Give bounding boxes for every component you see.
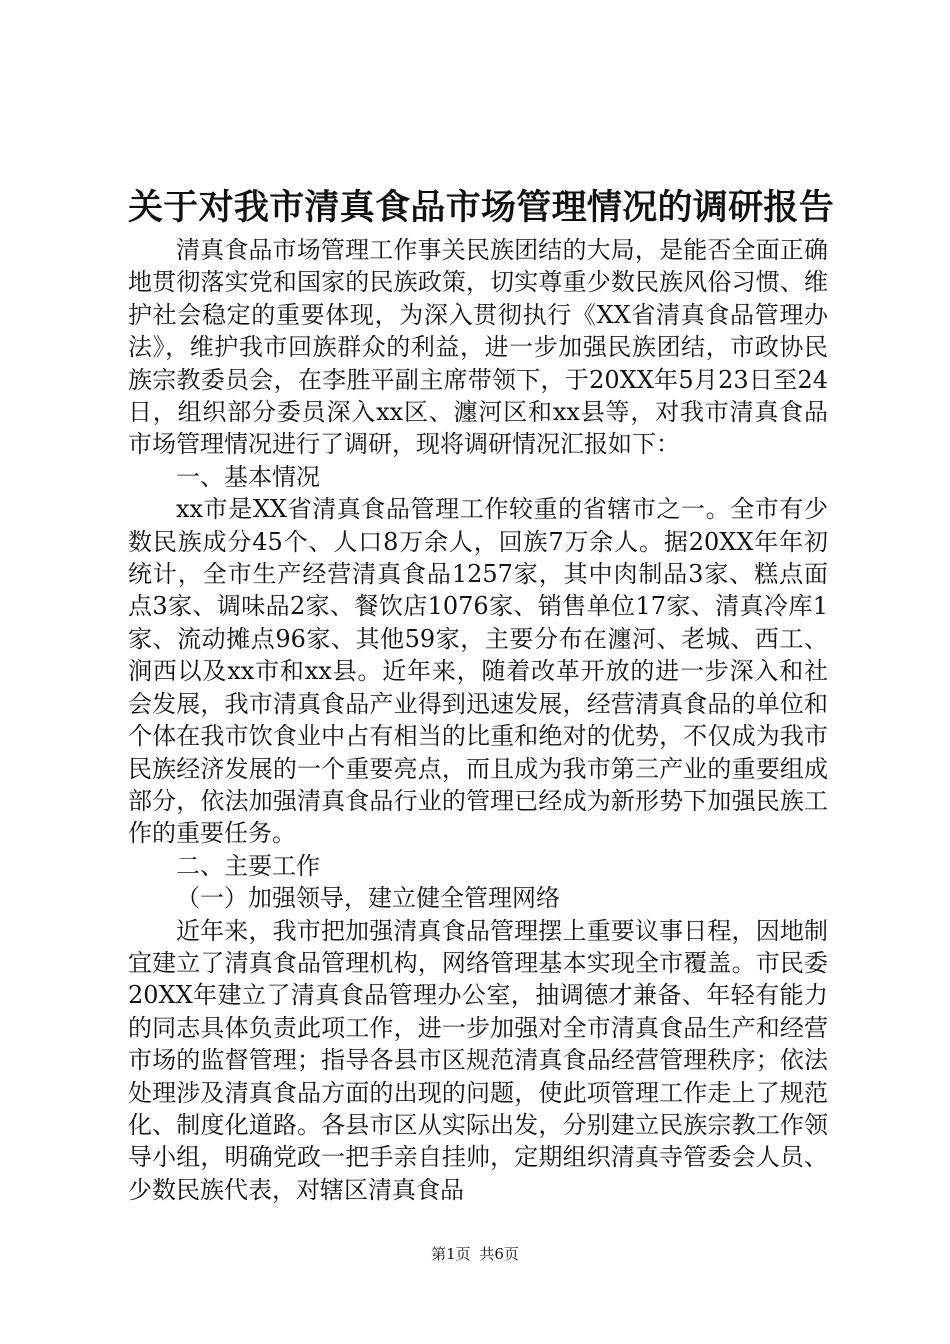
page-number: 第1页: [431, 1245, 471, 1263]
page-title: 关于对我市清真食品市场管理情况的调研报告: [128, 187, 835, 228]
subsection-heading-leadership: （一）加强领导，建立健全管理网络: [176, 884, 560, 913]
page-footer: [0, 1244, 950, 1264]
document-body: [128, 234, 828, 1206]
leadership-paragraph: 近年来，我市把加强清真食品管理摆上重要议事日程，因地制宜建立了清真食品管理机构，网络管理基本实现全市覆盖。市民委20XX年建立了清真食品管理办公室，抽调德才兼备、年轻有能力的同志具体负责此项工作，进一步加强对全市清真食品生产和经营市场的监督管理；指导各县市区规范清真食品经营管理秩序；依法处理涉及清真食品方面的出现的问题，使此项管理工作走上了规范化、制度化道路。各县市区从实际出发，分别建立民族宗教工作领导小组，明确党政一把手亲自挂帅，定期组织清真寺管委会人员、少数民族代表，对辖区清真食品: [128, 916, 828, 1204]
intro-paragraph: 清真食品市场管理工作事关民族团结的大局，是能否全面正确地贯彻落实党和国家的民族政策，切实尊重少数民族风俗习惯、维护社会稳定的重要体现，为深入贯彻执行《XX省清真食品管理办法》，维护我市回族群众的利益，进一步加强民族团结，市政协民族宗教委员会，在李胜平副主席带领下，于20XX年5月23日至24日，组织部分委员深入xx区、瀍河区和xx县等，对我市清真食品市场管理情况进行了调研，现将调研情况汇报如下：: [128, 236, 828, 459]
section-heading-basic: 一、基本情况: [176, 462, 320, 491]
page-total: 共6页: [479, 1245, 519, 1263]
basic-situation-paragraph: xx市是XX省清真食品管理工作较重的省辖市之一。全市有少数民族成分45个、人口8万余人，回族7万余人。据20XX年年初统计，全市生产经营清真食品1257家，其中肉制品3家、糕点面点3家、调味品2家、餐饮店1076家、销售单位17家、清真冷库1家、流动摊点96家、其他59家，主要分布在瀍河、老城、西工、涧西以及xx市和xx县。近年来，随着改革开放的进一步深入和社会发展，我市清真食品产业得到迅速发展，经营清真食品的单位和个体在我市饮食业中占有相当的比重和绝对的优势，不仅成为我市民族经济发展的一个重要亮点，而且成为我市第三产业的重要组成部分，依法加强清真食品行业的管理已经成为新形势下加强民族工作的重要任务。: [128, 495, 828, 848]
section-heading-main-work: 二、主要工作: [176, 851, 320, 880]
